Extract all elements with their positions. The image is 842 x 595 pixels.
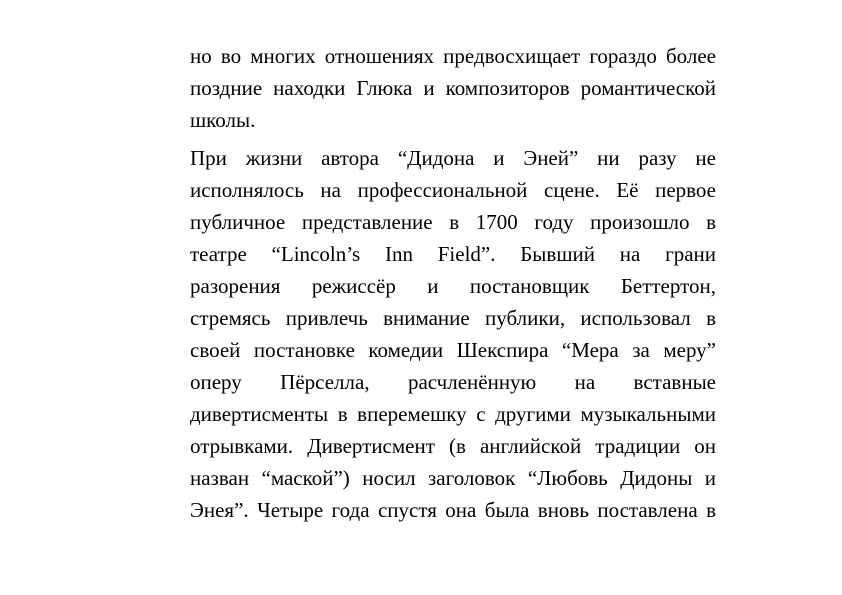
text-line: стремясь привлечь внимание публики, использовал в bbox=[190, 306, 716, 330]
text-line: публичное представление в 1700 году произошло в bbox=[190, 210, 716, 234]
text-line: отрывками. Дивертисмент (в английской традиции он bbox=[190, 434, 716, 458]
text-line: дивертисменты в вперемешку с другими музыкальными bbox=[190, 402, 716, 426]
text-line: исполнялось на профессиональной сцене. Её первое bbox=[190, 178, 716, 202]
text-line: театре “Lincoln’s Inn Field”. Бывший на грани bbox=[190, 242, 716, 266]
text-line: При жизни автора “Дидона и Эней” ни разу не bbox=[190, 146, 716, 170]
text-line: назван “маской”) носил заголовок “Любовь Дидоны и bbox=[190, 466, 716, 490]
text-line: своей постановке комедии Шекспира “Мера за меру” bbox=[190, 338, 716, 362]
paragraph-2 bbox=[190, 142, 716, 526]
text-line: школы. bbox=[190, 108, 256, 132]
text-line: поздние находки Глюка и композиторов романтической bbox=[190, 76, 716, 100]
paragraph-1 bbox=[190, 40, 716, 136]
text-line: разорения режиссёр и постановщик Беттертон, bbox=[190, 274, 716, 298]
text-body bbox=[190, 40, 716, 526]
text-line: Энея”. Четыре года спустя она была вновь поставлена в bbox=[190, 498, 716, 522]
text-line: но во многих отношениях предвосхищает гораздо более bbox=[190, 44, 716, 68]
text-line: оперу Пёрселла, расчленённую на вставные bbox=[190, 370, 716, 394]
